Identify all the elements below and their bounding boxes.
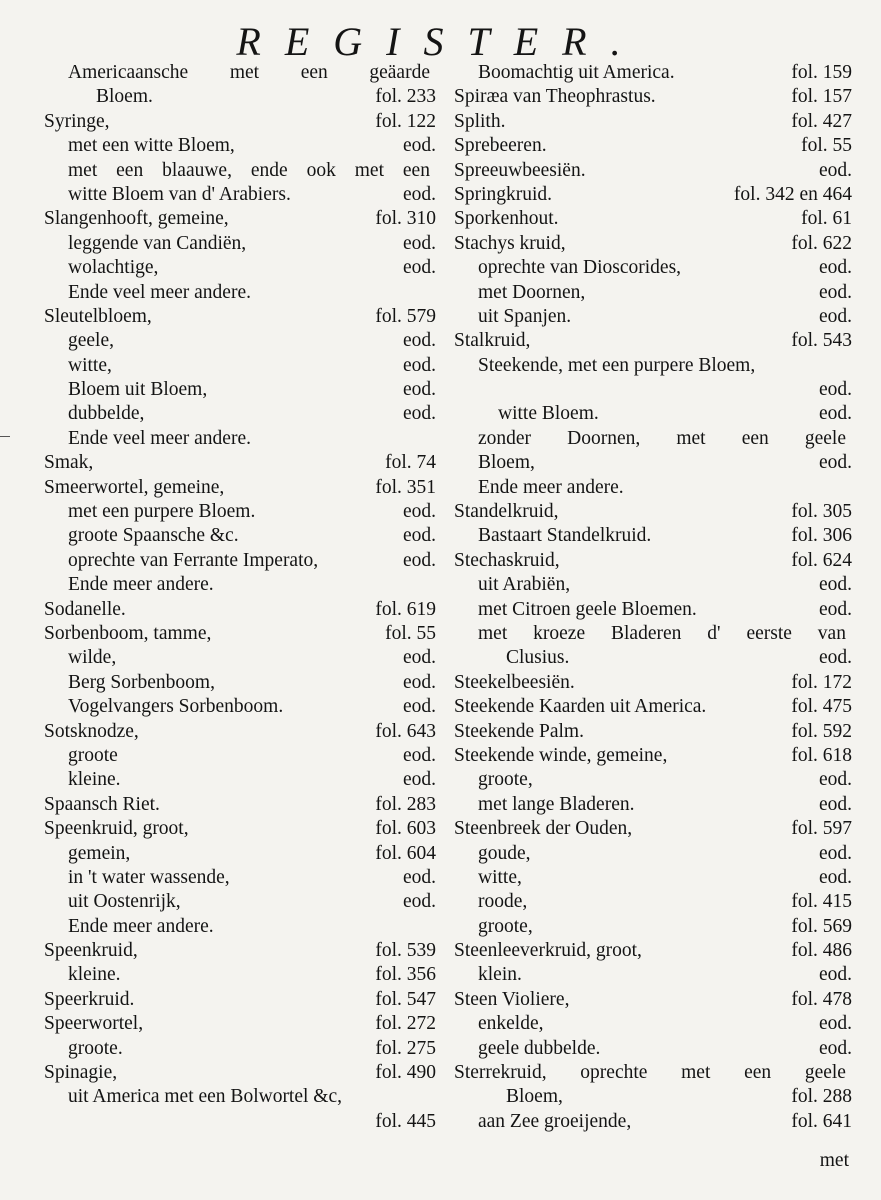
entry-text: kleine. <box>68 769 121 791</box>
entry-word: d' <box>707 622 721 644</box>
entry-text: met een witte Bloem, <box>68 135 235 157</box>
folio-reference: fol. 427 <box>791 110 852 132</box>
index-entry <box>454 890 852 914</box>
folio-reference: fol. 55 <box>801 135 852 157</box>
folio-reference: fol. 478 <box>791 988 852 1010</box>
folio-reference: fol. 288 <box>791 1086 852 1108</box>
entry-word: een <box>402 159 430 181</box>
entry-word: Sterrekruid, <box>454 1062 547 1084</box>
entry-text: oprechte van Dioscorides, <box>478 257 682 279</box>
folio-reference <box>430 1085 436 1109</box>
entry-word: Doornen, <box>567 427 641 449</box>
entry-text: Smak, <box>44 452 94 474</box>
index-entry <box>454 1012 852 1036</box>
entry-word: Bladeren <box>611 622 682 644</box>
entry-text: met Doornen, <box>478 281 586 303</box>
folio-reference: eod. <box>402 330 436 352</box>
index-entry <box>454 1037 852 1061</box>
index-entry <box>454 305 852 329</box>
entry-text: Steenleeverkruid, groot, <box>454 940 642 962</box>
folio-reference: eod. <box>818 1013 852 1035</box>
index-entry <box>454 85 852 109</box>
folio-reference <box>430 159 436 183</box>
entry-text: in 't water wassende, <box>68 866 230 888</box>
entry-text: Ende meer andere. <box>68 915 214 937</box>
folio-reference: eod. <box>818 842 852 864</box>
index-entry <box>44 256 436 280</box>
folio-reference: eod. <box>402 354 436 376</box>
folio-reference: fol. 272 <box>375 1013 436 1035</box>
index-entry <box>44 842 436 866</box>
entry-text: gemein, <box>68 842 131 864</box>
index-entry <box>454 61 852 85</box>
folio-reference: fol. 490 <box>375 1062 436 1084</box>
entry-text: Steekende Kaarden uit America. <box>454 696 707 718</box>
index-entry <box>44 61 436 85</box>
folio-reference: eod. <box>818 793 852 815</box>
folio-reference: fol. 643 <box>375 720 436 742</box>
folio-reference <box>430 915 436 939</box>
folio-reference: eod. <box>402 183 436 205</box>
entry-text: Smeerwortel, gemeine, <box>44 476 225 498</box>
folio-reference <box>430 427 436 451</box>
index-entry <box>454 476 852 500</box>
index-entry <box>44 305 436 329</box>
folio-reference: fol. 310 <box>375 208 436 230</box>
index-entry <box>44 646 436 670</box>
folio-reference: eod. <box>402 891 436 913</box>
entry-word: kroeze <box>533 622 586 644</box>
folio-reference: fol. 351 <box>375 476 436 498</box>
folio-reference: eod. <box>818 159 852 181</box>
entry-text: Vogelvangers Sorbenboom. <box>68 696 284 718</box>
left-column <box>44 61 436 1134</box>
index-entry <box>44 232 436 256</box>
entry-word: geele <box>804 427 846 449</box>
index-entry <box>44 963 436 987</box>
index-entry <box>454 207 852 231</box>
index-entry <box>454 744 852 768</box>
entry-text: Spaansch Riet. <box>44 793 160 815</box>
folio-reference: eod. <box>818 257 852 279</box>
entry-text: Stalkruid, <box>454 330 531 352</box>
index-entry <box>44 915 436 939</box>
index-entry <box>454 110 852 134</box>
entry-text: Steekende winde, gemeine, <box>454 744 668 766</box>
entry-text: groote, <box>478 915 533 937</box>
folio-reference <box>430 281 436 305</box>
index-entry <box>44 1012 436 1036</box>
entry-text: groote Spaansche &c. <box>68 525 239 547</box>
index-entry <box>454 598 852 622</box>
entry-text: Steen Violiere, <box>454 988 570 1010</box>
folio-reference: fol. 233 <box>375 86 436 108</box>
folio-reference: fol. 475 <box>791 696 852 718</box>
entry-text: witte Bloem van d' Arabiers. <box>68 183 291 205</box>
index-entry <box>454 768 852 792</box>
entry-text: Stechaskruid, <box>454 549 560 571</box>
entry-text: Ende veel meer andere. <box>68 281 251 303</box>
folio-reference: eod. <box>402 501 436 523</box>
entry-word: ook <box>306 159 336 181</box>
index-entry <box>454 183 852 207</box>
entry-text: Sleutelbloem, <box>44 305 152 327</box>
entry-text: Spreeuwbeesiën. <box>454 159 586 181</box>
entry-word: blaauwe, <box>162 159 232 181</box>
entry-word: geele <box>804 1062 846 1084</box>
index-entry <box>454 963 852 987</box>
entry-text: kleine. <box>68 964 121 986</box>
index-entry <box>44 476 436 500</box>
entry-word: met <box>681 1062 711 1084</box>
entry-text: klein. <box>478 964 522 986</box>
entry-text: goude, <box>478 842 531 864</box>
folio-reference: fol. 641 <box>791 1110 852 1132</box>
entry-text: Sotsknodze, <box>44 720 139 742</box>
index-entry <box>44 524 436 548</box>
index-entry <box>44 817 436 841</box>
entry-text: Berg Sorbenboom, <box>68 671 215 693</box>
entry-text: uit America met een Bolwortel &c, <box>68 1086 342 1108</box>
folio-reference: fol. 619 <box>375 598 436 620</box>
entry-text: Springkruid. <box>454 183 553 205</box>
entry-text: Sporkenhout. <box>454 208 559 230</box>
folio-reference: fol. 543 <box>791 330 852 352</box>
entry-text: geele dubbelde. <box>478 1037 601 1059</box>
folio-reference: fol. 55 <box>385 622 436 644</box>
folio-reference: eod. <box>402 232 436 254</box>
folio-reference: fol. 539 <box>375 940 436 962</box>
index-entry <box>454 329 852 353</box>
index-entry <box>44 500 436 524</box>
entry-word: met <box>676 427 706 449</box>
index-entry <box>454 1110 852 1134</box>
index-entry <box>454 402 852 426</box>
entry-text: Bloem, <box>506 1086 563 1108</box>
folio-reference: fol. 305 <box>791 501 852 523</box>
folio-reference: fol. 122 <box>375 110 436 132</box>
index-entry <box>44 1085 436 1109</box>
entry-text: geele, <box>68 330 115 352</box>
entry-text: Ende veel meer andere. <box>68 427 251 449</box>
folio-reference <box>846 427 852 451</box>
folio-reference <box>846 1061 852 1085</box>
entry-text: met een purpere Bloem. <box>68 501 256 523</box>
entry-text: Speenkruid, <box>44 940 138 962</box>
entry-text: wilde, <box>68 647 117 669</box>
entry-text: uit Oostenrijk, <box>68 891 181 913</box>
entry-text: Steekende Palm. <box>454 720 584 742</box>
folio-reference: eod. <box>402 866 436 888</box>
entry-word: eerste <box>746 622 792 644</box>
folio-reference: eod. <box>818 598 852 620</box>
entry-text: Speenkruid, groot, <box>44 818 189 840</box>
index-entry <box>454 159 852 183</box>
folio-reference: eod. <box>818 305 852 327</box>
entry-text: dubbelde, <box>68 403 145 425</box>
folio-reference: eod. <box>818 574 852 596</box>
index-entry <box>454 134 852 158</box>
entry-text <box>454 1061 846 1085</box>
entry-text: Steekende, met een purpere Bloem, <box>478 354 756 376</box>
entry-text: Speerkruid. <box>44 988 135 1010</box>
entry-text: Boomachtig uit America. <box>478 62 675 83</box>
index-entry <box>44 695 436 719</box>
folio-reference: fol. 604 <box>375 842 436 864</box>
entry-text: Ende meer andere. <box>478 476 624 498</box>
folio-reference: eod. <box>818 866 852 888</box>
index-entry <box>44 744 436 768</box>
right-column <box>454 61 852 1134</box>
folio-reference: eod. <box>818 964 852 986</box>
index-entry <box>44 85 436 109</box>
entry-text: leggende van Candiën, <box>68 232 247 254</box>
folio-reference: fol. 157 <box>791 86 852 108</box>
index-entry <box>454 524 852 548</box>
margin-mark <box>0 436 10 437</box>
entry-text: Spiræa van Theophrastus. <box>454 86 656 108</box>
entry-text: uit Arabiën, <box>478 574 571 596</box>
folio-reference: fol. 622 <box>791 232 852 254</box>
entry-text: oprechte van Ferrante Imperato, <box>68 549 319 571</box>
index-entry <box>454 842 852 866</box>
index-entry <box>44 402 436 426</box>
entry-text: uit Spanjen. <box>478 305 572 327</box>
entry-text: Steenbreek der Ouden, <box>454 818 633 840</box>
entry-word: een <box>116 159 144 181</box>
index-entry <box>44 622 436 646</box>
index-entry <box>44 207 436 231</box>
index-entry <box>454 1061 852 1085</box>
entry-text: enkelde, <box>478 1013 544 1035</box>
folio-reference: eod. <box>818 769 852 791</box>
index-entry <box>44 720 436 744</box>
index-entry <box>454 451 852 475</box>
folio-reference: fol. 74 <box>385 452 436 474</box>
entry-text <box>44 61 430 85</box>
folio-reference <box>846 622 852 646</box>
entry-text: groote, <box>478 769 533 791</box>
folio-reference: eod. <box>818 1037 852 1059</box>
entry-word: ende <box>250 159 288 181</box>
folio-reference: eod. <box>402 257 436 279</box>
folio-reference: fol. 579 <box>375 305 436 327</box>
index-entry <box>454 427 852 451</box>
index-entry <box>44 329 436 353</box>
index-entry <box>44 1037 436 1061</box>
entry-word: een <box>300 62 328 83</box>
entry-text: Sorbenboom, tamme, <box>44 622 212 644</box>
folio-reference: fol. 603 <box>375 818 436 840</box>
folio-reference: fol. 592 <box>791 720 852 742</box>
entry-text: groote <box>68 744 118 766</box>
entry-text: Stachys kruid, <box>454 232 566 254</box>
entry-text: met lange Bladeren. <box>478 793 635 815</box>
folio-reference: fol. 356 <box>375 964 436 986</box>
entry-text: Spinagie, <box>44 1062 118 1084</box>
entry-text: Clusius. <box>506 647 570 669</box>
folio-reference: fol. 618 <box>791 744 852 766</box>
folio-reference <box>846 476 852 500</box>
entry-text: roode, <box>478 891 528 913</box>
index-entry <box>44 890 436 914</box>
index-entry <box>454 866 852 890</box>
folio-reference: fol. 306 <box>791 525 852 547</box>
catchword: met <box>819 1150 849 1171</box>
index-entry <box>454 988 852 1012</box>
entry-text: witte, <box>68 354 112 376</box>
entry-word: met <box>478 622 508 644</box>
index-entry <box>454 695 852 719</box>
entry-text: Steekelbeesiën. <box>454 671 575 693</box>
entry-text: groote. <box>68 1037 123 1059</box>
index-entry <box>454 915 852 939</box>
index-entry <box>454 378 852 402</box>
folio-reference: fol. 624 <box>791 549 852 571</box>
folio-reference: eod. <box>402 744 436 766</box>
folio-reference: fol. 597 <box>791 818 852 840</box>
page-title: REGISTER. <box>236 19 645 64</box>
index-entry <box>454 646 852 670</box>
entry-text: aan Zee groeijende, <box>478 1110 632 1132</box>
folio-reference <box>430 61 436 85</box>
index-entry <box>454 939 852 963</box>
index-entry <box>454 671 852 695</box>
index-entry <box>44 281 436 305</box>
entry-text <box>44 159 430 183</box>
folio-reference: fol. 61 <box>801 208 852 230</box>
entry-text <box>454 622 846 646</box>
entry-text: Speerwortel, <box>44 1013 144 1035</box>
entry-text: Bloem. <box>96 86 153 108</box>
index-entry <box>44 159 436 183</box>
index-entry <box>454 793 852 817</box>
entry-text: Bloem uit Bloem, <box>68 379 208 401</box>
index-entry <box>44 427 436 451</box>
folio-reference: eod. <box>402 671 436 693</box>
index-entry <box>44 378 436 402</box>
index-entry <box>44 793 436 817</box>
index-entry <box>44 134 436 158</box>
entry-text: Sprebeeren. <box>454 135 547 157</box>
index-entry <box>454 281 852 305</box>
index-entry <box>44 451 436 475</box>
folio-reference: eod. <box>402 647 436 669</box>
folio-reference: fol. 415 <box>791 891 852 913</box>
entry-text: Slangenhooft, gemeine, <box>44 208 229 230</box>
index-entry <box>454 622 852 646</box>
entry-text: Standelkruid, <box>454 501 559 523</box>
index-entry <box>44 573 436 597</box>
index-entry <box>44 939 436 963</box>
entry-word: Americaansche <box>68 62 189 83</box>
entry-text: witte, <box>478 866 522 888</box>
folio-reference <box>430 573 436 597</box>
folio-reference: eod. <box>818 452 852 474</box>
folio-reference: fol. 342 en 464 <box>733 183 852 205</box>
index-entry <box>454 500 852 524</box>
folio-reference: eod. <box>402 403 436 425</box>
entry-text: wolachtige, <box>68 257 159 279</box>
entry-word: met <box>68 159 98 181</box>
entry-word: zonder <box>478 427 532 449</box>
index-entry <box>454 573 852 597</box>
entry-text: Bloem, <box>478 452 535 474</box>
entry-text <box>454 427 846 451</box>
index-entry <box>44 866 436 890</box>
entry-text: Ende meer andere. <box>68 574 214 596</box>
folio-reference: fol. 569 <box>791 915 852 937</box>
folio-reference: eod. <box>818 281 852 303</box>
index-entry <box>44 1061 436 1085</box>
folio-reference: fol. 547 <box>375 988 436 1010</box>
entry-word: met <box>354 159 384 181</box>
folio-reference: eod. <box>402 525 436 547</box>
entry-text: Sodanelle. <box>44 598 126 620</box>
entry-text: Bastaart Standelkruid. <box>478 525 652 547</box>
folio-reference: eod. <box>402 696 436 718</box>
index-entry <box>44 768 436 792</box>
index-entry <box>454 354 852 378</box>
index-entry <box>454 232 852 256</box>
index-entry <box>44 988 436 1012</box>
entry-word: een <box>741 427 769 449</box>
entry-word: van <box>817 622 846 644</box>
folio-reference: fol. 275 <box>375 1037 436 1059</box>
entry-word: met <box>229 62 260 83</box>
folio-reference: eod. <box>818 403 852 425</box>
folio-reference: eod. <box>818 379 852 401</box>
folio-reference: fol. 445 <box>375 1110 436 1132</box>
entry-word: oprechte <box>580 1062 648 1084</box>
folio-reference: fol. 172 <box>791 671 852 693</box>
folio-reference: eod. <box>402 135 436 157</box>
folio-reference: eod. <box>818 647 852 669</box>
folio-reference: fol. 159 <box>791 62 852 83</box>
entry-text: met Citroen geele Bloemen. <box>478 598 697 620</box>
index-entry <box>454 817 852 841</box>
folio-reference: eod. <box>402 549 436 571</box>
index-entry <box>454 256 852 280</box>
index-entry <box>44 598 436 622</box>
index-entry <box>44 354 436 378</box>
entry-word: een <box>744 1062 772 1084</box>
index-entry <box>44 1110 436 1134</box>
index-entry <box>454 1085 852 1109</box>
index-entry <box>454 549 852 573</box>
folio-reference: fol. 486 <box>791 940 852 962</box>
index-entry <box>44 671 436 695</box>
entry-text: witte Bloem. <box>498 403 599 425</box>
folio-reference: fol. 283 <box>375 793 436 815</box>
index-entry <box>454 720 852 744</box>
index-entry <box>44 549 436 573</box>
index-entry <box>44 110 436 134</box>
folio-reference: eod. <box>402 379 436 401</box>
folio-reference <box>846 354 852 378</box>
index-entry <box>44 183 436 207</box>
folio-reference: eod. <box>402 769 436 791</box>
entry-text: Splith. <box>454 110 506 132</box>
entry-text: Syringe, <box>44 110 110 132</box>
entry-word: geäarde <box>369 62 430 83</box>
